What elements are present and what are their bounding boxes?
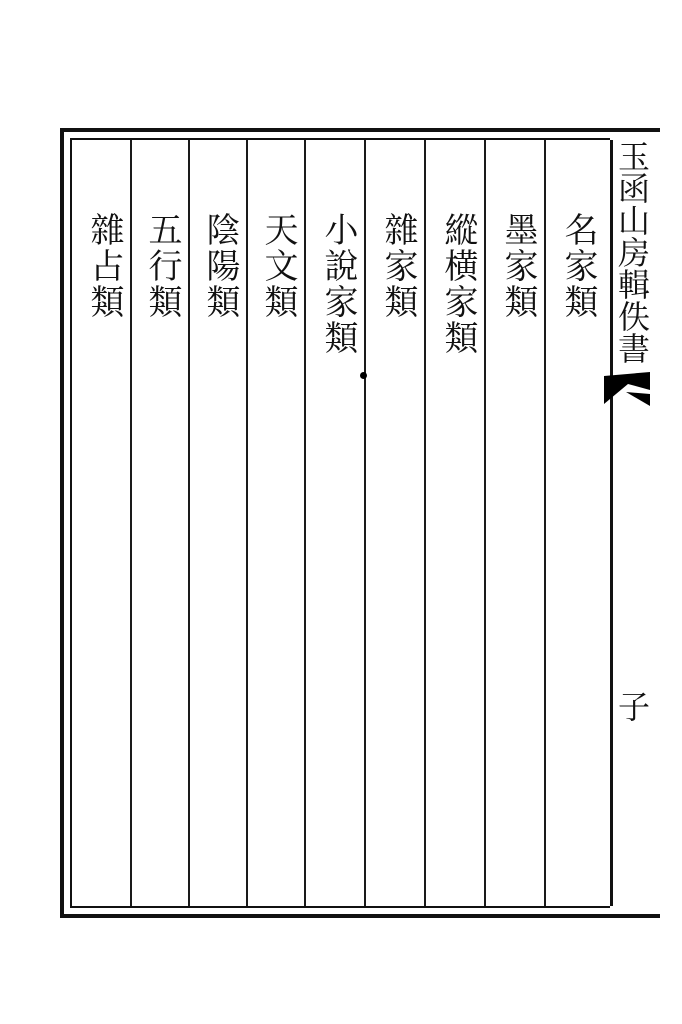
- entry-zonghengjia: 縱横家類: [438, 212, 478, 356]
- column-rule: [484, 140, 486, 906]
- column-rule: [130, 140, 132, 906]
- fish-tail-icon: [604, 372, 650, 408]
- punctuation-dot: [360, 372, 367, 379]
- column-rule: [364, 140, 366, 906]
- entry-xiaoshuojia: 小說家類: [318, 212, 358, 356]
- volume-label: 子: [613, 690, 651, 722]
- column-rule: [424, 140, 426, 906]
- entry-mingjia: 名家類: [558, 212, 598, 320]
- column-rule: [544, 140, 546, 906]
- column-rule: [188, 140, 190, 906]
- entry-zazhan: 雜占類: [84, 212, 124, 320]
- entry-tianwen: 天文類: [258, 212, 298, 320]
- column-rule: [304, 140, 306, 906]
- entry-mojia: 墨家類: [498, 212, 538, 320]
- book-title: 玉函山房輯佚書: [613, 140, 651, 364]
- entry-zajia: 雜家類: [378, 212, 418, 320]
- entry-yinyang: 陰陽類: [200, 212, 240, 320]
- column-rule: [246, 140, 248, 906]
- entry-wuxing: 五行類: [142, 212, 182, 320]
